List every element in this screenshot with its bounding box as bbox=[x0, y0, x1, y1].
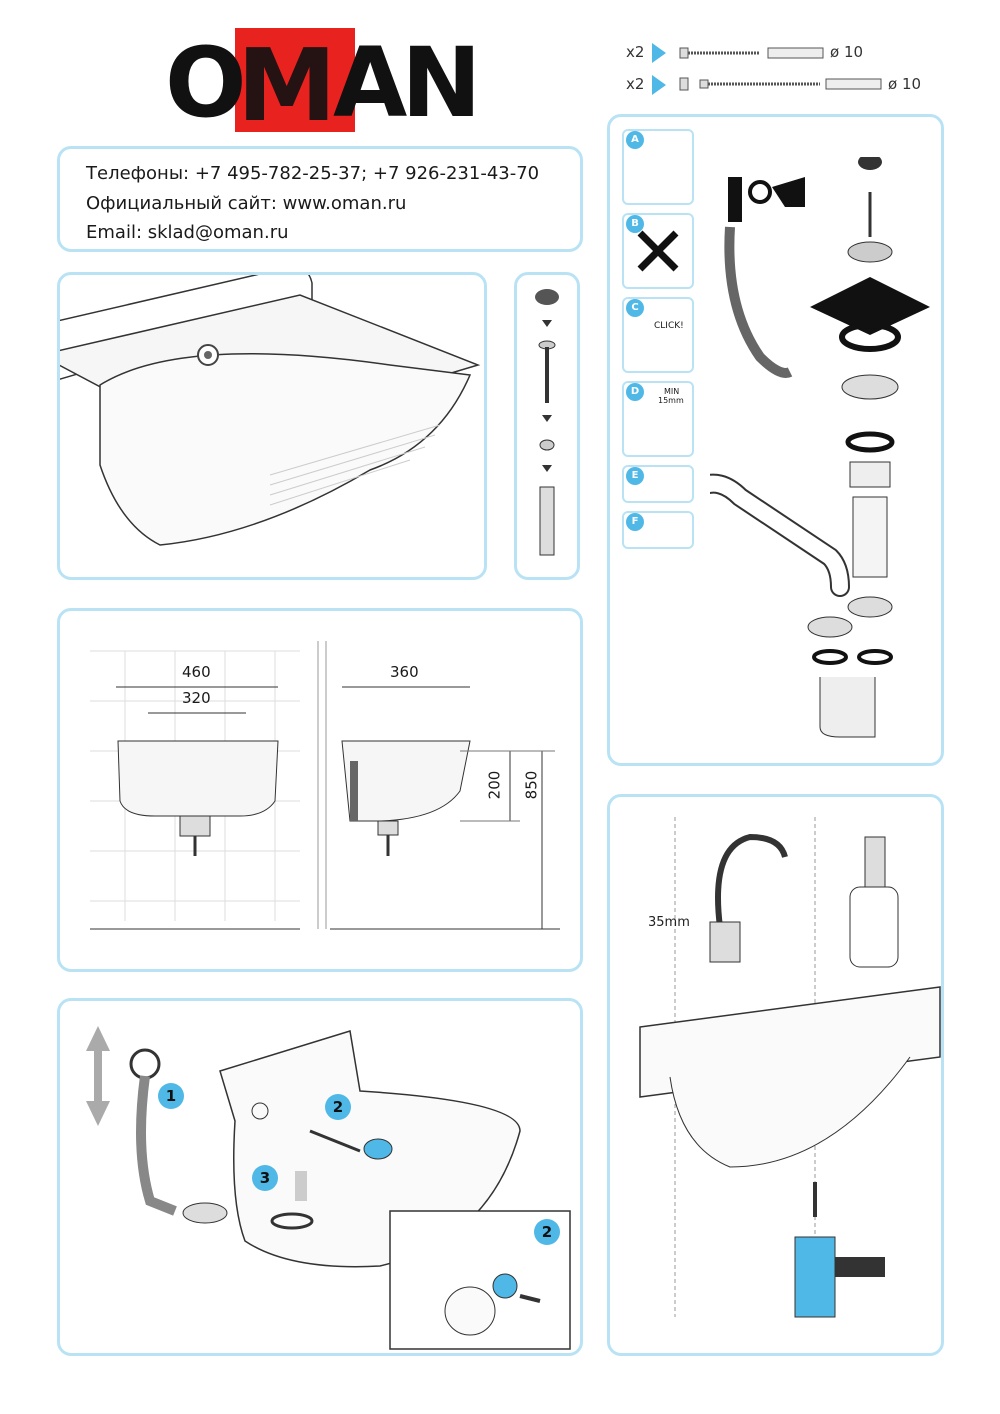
faucet-drilling-illustration bbox=[610, 797, 941, 1353]
hardware-diameter-2: ø 10 bbox=[888, 75, 922, 93]
svg-text:O: O bbox=[165, 28, 243, 136]
badge-b: B bbox=[626, 215, 644, 233]
badge-f: F bbox=[626, 513, 644, 531]
badge-d: D bbox=[626, 383, 644, 401]
screw-assembly-illustration bbox=[517, 275, 577, 577]
min-label: MIN bbox=[664, 387, 680, 396]
sink-illustration bbox=[60, 275, 484, 577]
badge-a: A bbox=[626, 131, 644, 149]
min-mm-label: 15mm bbox=[658, 396, 684, 405]
badge-e: E bbox=[626, 467, 644, 485]
click-label: CLICK! bbox=[654, 321, 684, 331]
siphon-panel bbox=[607, 114, 944, 766]
screw-assembly-panel bbox=[514, 272, 580, 580]
faucet-drilling-panel bbox=[607, 794, 944, 1356]
mounting-illustration bbox=[60, 1001, 580, 1353]
dim-height-200: 200 bbox=[485, 770, 504, 800]
badge-c: C bbox=[626, 299, 644, 317]
siphon-exploded-illustration bbox=[710, 157, 940, 757]
mounting-steps-panel bbox=[57, 998, 583, 1356]
dim-height-850: 850 bbox=[522, 770, 541, 800]
step-2-detail-marker: 2 bbox=[534, 1219, 560, 1245]
contact-phones: Телефоны: +7 495-782-25-37; +7 926-231-43-70 bbox=[86, 163, 540, 184]
oman-logo bbox=[165, 28, 475, 136]
sink-illustration-panel bbox=[57, 272, 487, 580]
step-1-marker: 1 bbox=[158, 1083, 184, 1109]
dim-width-outer: 460 bbox=[182, 663, 211, 681]
dim-depth: 360 bbox=[390, 663, 419, 681]
step-3-marker: 3 bbox=[252, 1165, 278, 1191]
contact-panel bbox=[57, 146, 583, 252]
hardware-qty-2: x2 bbox=[626, 75, 645, 93]
svg-text:AN: AN bbox=[333, 28, 475, 136]
hardware-list bbox=[620, 38, 960, 108]
dimensions-panel bbox=[57, 608, 583, 972]
contact-email: Email: sklad@oman.ru bbox=[86, 222, 289, 243]
dim-width-holes: 320 bbox=[182, 689, 211, 707]
svg-text:M: M bbox=[237, 28, 337, 136]
hardware-diameter-1: ø 10 bbox=[830, 43, 864, 61]
step-2-marker: 2 bbox=[325, 1094, 351, 1120]
faucet-hole-size: 35mm bbox=[648, 915, 690, 930]
contact-site: Официальный сайт: www.oman.ru bbox=[86, 192, 407, 214]
hardware-qty-1: x2 bbox=[626, 43, 645, 61]
